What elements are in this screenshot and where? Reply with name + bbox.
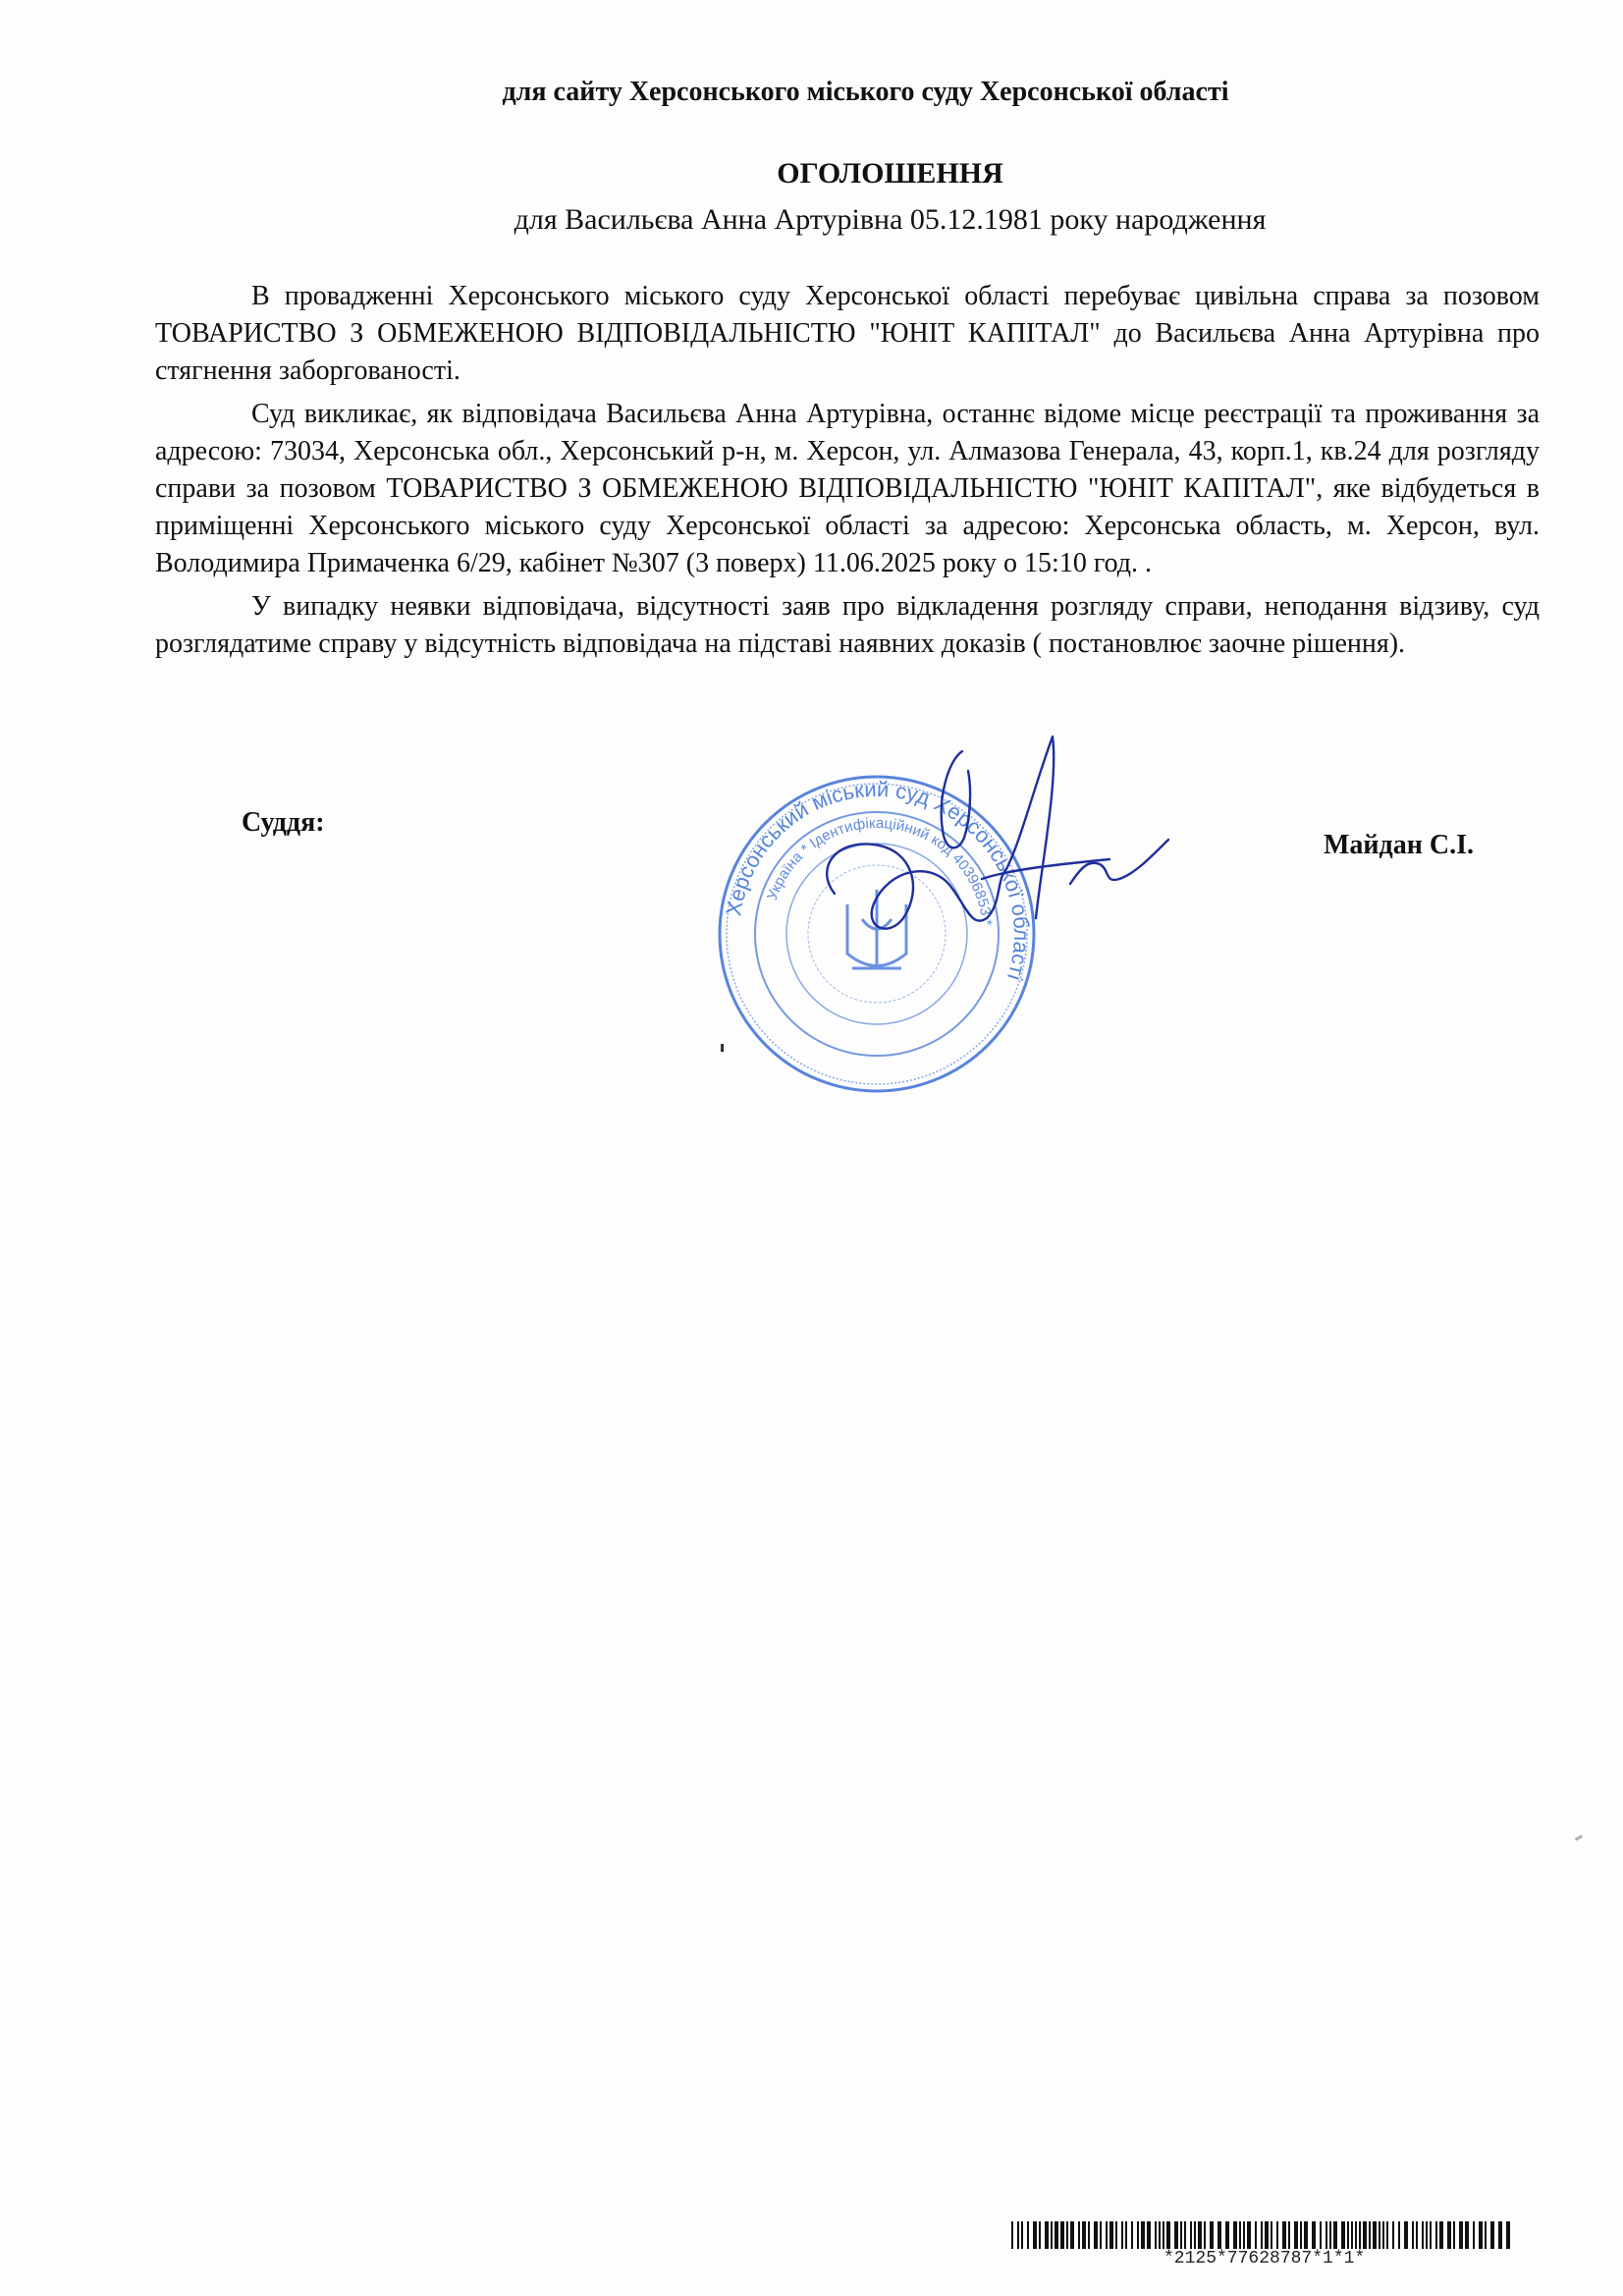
barcode-bar — [1447, 2221, 1451, 2249]
barcode-bar — [1082, 2221, 1086, 2249]
barcode-bar — [1011, 2221, 1013, 2249]
barcode-bar — [1070, 2221, 1074, 2249]
barcode-bar — [1060, 2221, 1064, 2249]
barcode-bar — [1288, 2221, 1290, 2249]
barcode-bar — [1131, 2221, 1133, 2249]
barcode-bar — [1125, 2221, 1127, 2249]
barcode-bar — [1180, 2221, 1182, 2249]
barcode-bar — [1479, 2221, 1483, 2249]
barcode-bar — [1021, 2221, 1023, 2249]
barcode-bar — [1198, 2221, 1202, 2249]
barcode-bar — [1329, 2221, 1331, 2249]
barcode-bar — [1341, 2221, 1345, 2249]
barcode-bar — [1459, 2221, 1463, 2249]
paragraph-summons: Суд викликає, як відповідача Васильєва Анна Артурівна, останнє відоме місце реєстрації та проживання за адресою: 73034, Херсонська обл., Херсонський р-н, м. Херсон, ул. Алмазова Генерала, 43, корп.1, кв.24 для розгляду справи за позовом ТОВАРИСТВО З ОБМЕЖЕНОЮ ВІДПОВІДАЛЬНІСТЮ "ЮНІТ КАПІТАЛ", яке відбудеться в приміщенні Херсонського міського суду Херсонської області за адресою: Херсонська область, м. Херсон, вул. Володимира Примаченка 6/29, кабінет №307 (3 поверх) 11.06.2025 року о 15:10 год. . — [155, 399, 1540, 578]
barcode-bar — [1373, 2221, 1377, 2249]
barcode-bar — [1088, 2221, 1090, 2249]
barcode-bar — [1320, 2221, 1322, 2249]
barcode-bar — [1109, 2221, 1113, 2249]
barcode-bar — [1325, 2221, 1327, 2249]
site-header-line: для сайту Херсонського міського суду Херсонської області — [502, 77, 1229, 107]
barcode-bar — [1039, 2221, 1041, 2249]
barcode-bar — [1498, 2221, 1502, 2249]
barcode-bar — [1094, 2221, 1098, 2249]
barcode-bar — [1398, 2221, 1400, 2249]
barcode-bar — [1078, 2221, 1080, 2249]
barcode-bar — [1261, 2221, 1263, 2249]
barcode-bar — [1100, 2221, 1102, 2249]
barcode-bar — [1184, 2221, 1186, 2249]
barcode-bar — [1355, 2221, 1357, 2249]
barcode-bar — [1265, 2221, 1269, 2249]
barcode-bar — [1121, 2221, 1123, 2249]
barcode-bar — [1282, 2221, 1286, 2249]
barcode-bar — [1163, 2221, 1164, 2249]
barcode-bar — [1465, 2221, 1469, 2249]
barcode-bar — [1300, 2221, 1302, 2249]
judge-signature — [776, 722, 1188, 977]
barcode-bar — [1416, 2221, 1418, 2249]
barcode-bar — [1304, 2221, 1308, 2249]
document-subtitle: для Васильєва Анна Артурівна 05.12.1981 року народження — [514, 203, 1267, 236]
barcode-bar — [1017, 2221, 1019, 2249]
document-title: ОГОЛОШЕННЯ — [777, 157, 1003, 190]
barcode-bar — [1033, 2221, 1037, 2249]
barcode-bar — [1051, 2221, 1053, 2249]
barcode-bar — [1312, 2221, 1316, 2249]
barcode-bar — [1485, 2221, 1487, 2249]
barcode-bar — [1294, 2221, 1298, 2249]
barcode-bar — [1430, 2221, 1432, 2249]
barcode-bar — [1239, 2221, 1241, 2249]
barcode-bar — [1386, 2221, 1388, 2249]
barcode-bar — [1217, 2221, 1221, 2249]
barcode-bar — [1333, 2221, 1337, 2249]
barcode-number: *2125*77628787*1*1* — [1163, 2249, 1366, 2269]
barcode-bar — [1106, 2221, 1108, 2249]
barcode-bar — [1369, 2221, 1371, 2249]
scan-artifact-mark — [721, 1044, 724, 1052]
barcode-bar — [1045, 2221, 1049, 2249]
seal-inner-text: Україна * Ідентифікаційний код 40396853 * — [764, 814, 996, 927]
barcode-bar — [1159, 2221, 1161, 2249]
paragraph-default-judgment: У випадку неявки відповідача, відсутності заяв про відкладення розгляду справи, неподання відзиву, суд розглядатиме справу у відсутність відповідача на підставі наявних доказів ( постановлює заочне рішення). — [155, 591, 1540, 659]
barcode-bar — [1166, 2221, 1170, 2249]
barcode-bar — [1351, 2221, 1353, 2249]
barcode-bar — [1141, 2221, 1145, 2249]
barcode-bar — [1271, 2221, 1272, 2249]
barcode-bar — [1147, 2221, 1151, 2249]
barcode-bar — [1382, 2221, 1384, 2249]
barcode-bar — [1422, 2221, 1424, 2249]
judge-name: Майдан С.І. — [1324, 830, 1474, 860]
barcode-bar — [1243, 2221, 1245, 2249]
barcode-bar — [1027, 2221, 1029, 2249]
barcode-bar — [1473, 2221, 1475, 2249]
barcode-bar — [1506, 2221, 1510, 2249]
barcode-bar — [1426, 2221, 1428, 2249]
barcode-bar — [1194, 2221, 1196, 2249]
barcode-bar — [1439, 2221, 1443, 2249]
barcode-bar — [1225, 2221, 1229, 2249]
document-body — [155, 278, 1540, 669]
scan-artifact-mark — [1575, 1834, 1583, 1841]
barcode-bar — [1174, 2221, 1178, 2249]
barcode-bar — [1233, 2221, 1237, 2249]
seal-outer-text: Херсонський міський суд Херсонської області — [721, 776, 1035, 984]
barcode-bar — [1247, 2221, 1251, 2249]
barcode-bar — [1137, 2221, 1139, 2249]
barcode-bar — [1392, 2221, 1394, 2249]
barcode-bar — [1379, 2221, 1380, 2249]
barcode-bar — [1055, 2221, 1058, 2249]
barcode-bar — [1255, 2221, 1257, 2249]
barcode-bar — [1435, 2221, 1437, 2249]
barcode-bar — [1276, 2221, 1278, 2249]
barcode-bar — [1066, 2221, 1068, 2249]
paragraph-case-info: В провадженні Херсонського міського суду Херсонської області перебуває цивільна справа за позовом ТОВАРИСТВО З ОБМЕЖЕНОЮ ВІДПОВІДАЛЬНІСТЮ "ЮНІТ КАПІТАЛ" до Васильєва Анна Артурівна про стягнення заборгованості. — [155, 281, 1540, 386]
barcode-bar — [1363, 2221, 1367, 2249]
barcode-bar — [1404, 2221, 1408, 2249]
barcode-bar — [1347, 2221, 1349, 2249]
judge-label: Суддя: — [242, 807, 325, 838]
barcode-bar — [1204, 2221, 1206, 2249]
barcode-bar — [1490, 2221, 1494, 2249]
barcode-bar — [1412, 2221, 1414, 2249]
barcode-bar — [1155, 2221, 1157, 2249]
barcode-bar — [1190, 2221, 1192, 2249]
barcode-bar — [1359, 2221, 1361, 2249]
barcode-bar — [1210, 2221, 1214, 2249]
document-barcode — [1011, 2221, 1512, 2249]
barcode-bar — [1115, 2221, 1117, 2249]
barcode-bar — [1453, 2221, 1455, 2249]
